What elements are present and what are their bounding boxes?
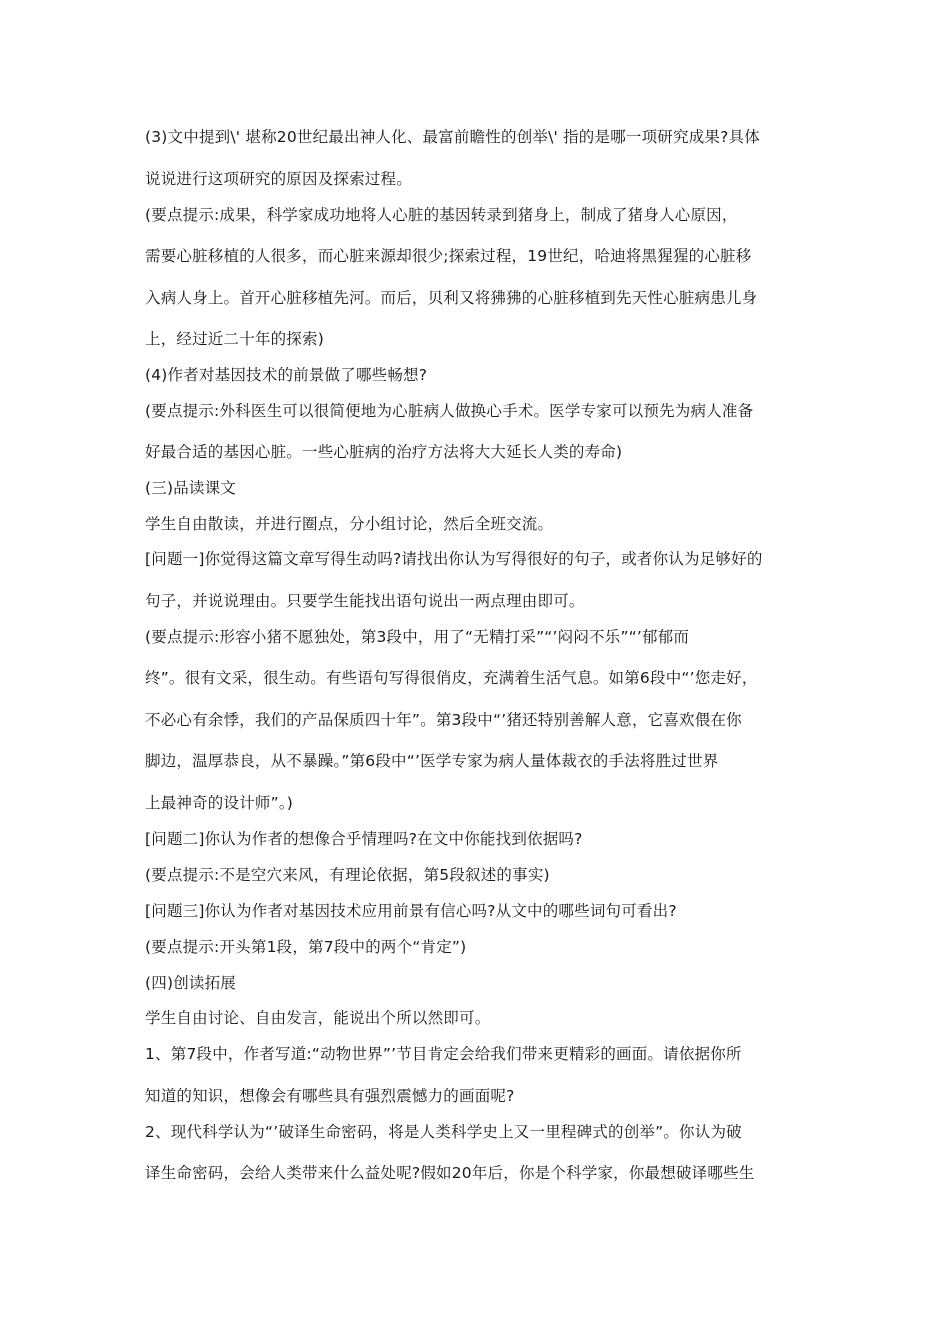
text-line: 句子，并说说理由。只要学生能找出语句说出一两点理由即可。 (145, 592, 585, 610)
text-line: 脚边，温厚恭良，从不暴躁。”第6段中“’医学专家为病人量体裁衣的手法将胜过世界 (145, 752, 719, 770)
text-line: 2、现代科学认为“’破译生命密码，将是人类科学史上又一里程碑式的创举”。你认为破 (145, 1123, 742, 1141)
text-line: (要点提示:外科医生可以很简便地为心脏病人做换心手术。医学专家可以预先为病人准备 (145, 402, 754, 420)
section-heading: (四)创读拓展 (145, 974, 236, 992)
text-line: (要点提示:开头第1段，第7段中的两个“肯定”) (145, 938, 467, 956)
text-line: 译生命密码，会给人类带来什么益处呢?假如20年后，你是个科学家，你最想破译哪些生 (145, 1164, 755, 1182)
text-line: 学生自由讨论、自由发言，能说出个所以然即可。 (145, 1009, 491, 1027)
text-line: 知道的知识，想像会有哪些具有强烈震憾力的画面呢? (145, 1087, 515, 1105)
text-line: 入病人身上。首开心脏移植先河。而后，贝利又将狒狒的心脏移植到先天性心脏病患儿身 (145, 289, 758, 307)
text-line: [问题三]你认为作者对基因技术应用前景有信心吗?从文中的哪些词句可看出? (145, 902, 677, 920)
text-line: (要点提示:不是空穴来风，有理论依据，第5段叙述的事实) (145, 866, 550, 884)
text-line: 上，经过近二十年的探索) (145, 330, 324, 348)
text-line: [问题一]你觉得这篇文章写得生动吗?请找出你认为写得很好的句子，或者你认为足够好的 (145, 550, 763, 568)
section-heading: (三)品读课文 (145, 479, 236, 497)
text-line: [问题二]你认为作者的想像合乎情理吗?在文中你能找到依据吗? (145, 830, 583, 848)
text-line: 说说进行这项研究的原因及探索过程。 (145, 170, 412, 188)
text-line: (要点提示:形容小猪不愿独处，第3段中，用了“无精打采”“’闷闷不乐”“’郁郁而 (145, 628, 690, 646)
text-line: 学生自由散读，并进行圈点，分小组讨论，然后全班交流。 (145, 515, 554, 533)
text-line: 需要心脏移植的人很多，而心脏来源却很少;探索过程，19世纪，哈迪将黑猩猩的心脏移 (145, 247, 752, 265)
text-line: 不必心有余悸，我们的产品保质四十年”。第3段中“’猪还特别善解人意，它喜欢偎在你 (145, 711, 742, 729)
text-line: (3)文中提到\' 堪称20世纪最出神人化、最富前瞻性的创举\' 指的是哪一项研究成果?具体 (145, 128, 760, 146)
text-line: 1、第7段中，作者写道:“动物世界”’节目肯定会给我们带来更精彩的画面。请依据你所 (145, 1045, 742, 1063)
text-line: (要点提示:成果，科学家成功地将人心脏的基因转录到猪身上，制成了猪身人心原因， (145, 206, 738, 224)
text-line: (4)作者对基因技术的前景做了哪些畅想? (145, 366, 428, 384)
text-line: 上最神奇的设计师”。) (145, 794, 294, 812)
text-line: 终”。很有文采，很生动。有些语句写得很俏皮，充满着生活气息。如第6段中“’您走好， (145, 669, 758, 687)
text-line: 好最合适的基因心脏。一些心脏病的治疗方法将大大延长人类的寿命) (145, 443, 623, 461)
